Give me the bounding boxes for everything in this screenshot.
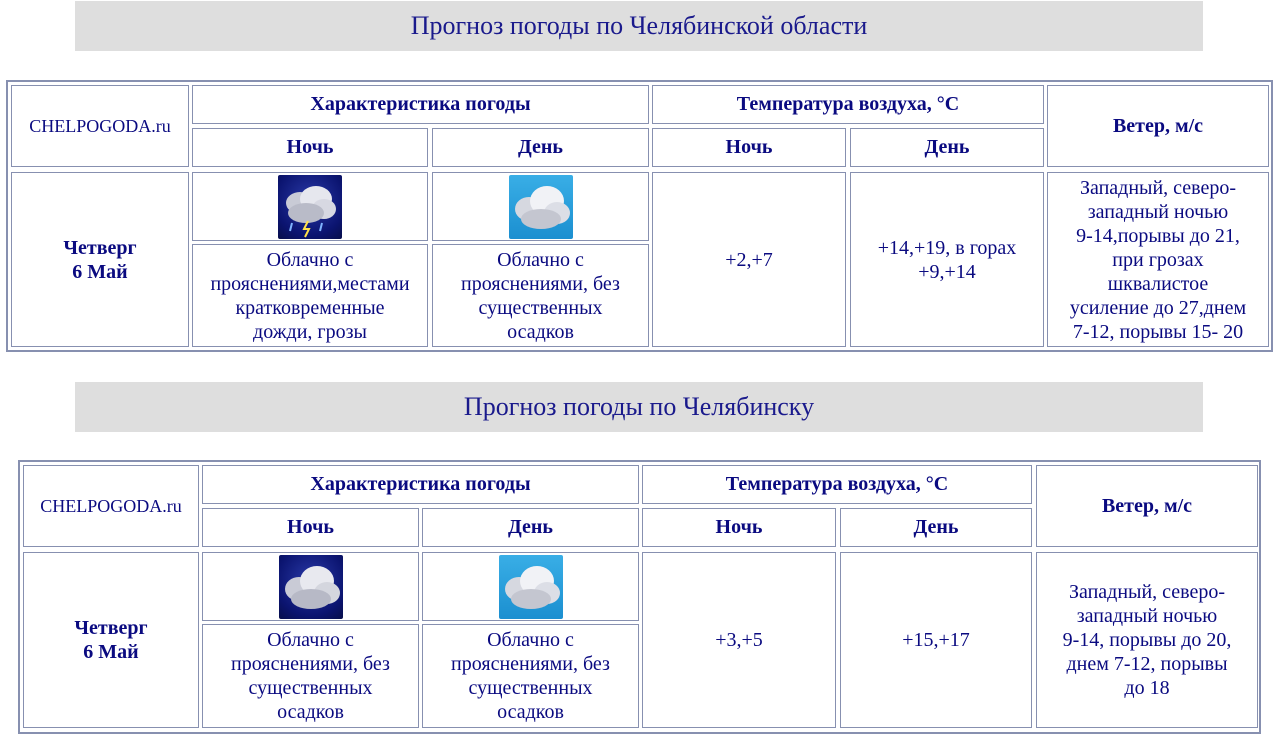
cloud-icon [509,175,573,239]
date: 6 Май [72,260,128,283]
day-description: Облачно с прояснениями, без существенных осадков [422,624,639,728]
date-cell [23,552,199,728]
city-forecast-title: Прогноз погоды по Челябинску [75,382,1203,432]
temp-night-header: Ночь [652,128,846,167]
weather-header: Характеристика погоды [192,85,649,124]
weather-header: Характеристика погоды [202,465,639,504]
cloud-icon [499,555,563,619]
city-forecast-table [18,460,1261,734]
night-temperature: +2,+7 [652,172,846,347]
night-temperature: +3,+5 [642,552,836,728]
day-icon-cell [422,552,639,621]
wind-header: Ветер, м/с [1047,85,1269,167]
weather-day-header: День [432,128,649,167]
temp-night-header: Ночь [642,508,836,547]
night-icon-cell [192,172,428,241]
date-cell [11,172,189,347]
night-description: Облачно с прояснениями,местами кратковременные дожди, грозы [192,244,428,347]
day-description: Облачно с прояснениями, без существенных осадков [432,244,649,347]
night-icon-cell [202,552,419,621]
temp-day-header: День [840,508,1032,547]
temperature-header: Температура воздуха, °C [652,85,1044,124]
temperature-header: Температура воздуха, °C [642,465,1032,504]
wind-description: Западный, северо- западный ночью 9-14, порывы до 20, днем 7-12, порывы до 18 [1036,552,1258,728]
cloud-icon [279,555,343,619]
night-description: Облачно с прояснениями, без существенных осадков [202,624,419,728]
day-temperature: +15,+17 [840,552,1032,728]
brand-cell: CHELPOGODA.ru [11,85,189,167]
day-icon-cell [432,172,649,241]
weekday: Четверг [63,236,137,259]
cloud-rain-lightning-icon [278,175,342,239]
region-forecast-title: Прогноз погоды по Челябинской области [75,1,1203,51]
region-forecast-table [6,80,1273,352]
weekday: Четверг [74,617,148,639]
brand-cell: CHELPOGODA.ru [23,465,199,547]
temp-day-header: День [850,128,1044,167]
wind-description: Западный, северо- западный ночью 9-14,порывы до 21, при грозах шквалистое усиление до 27,днем 7-12, порывы 15- 20 [1047,172,1269,347]
weather-night-header: Ночь [192,128,428,167]
day-temperature: +14,+19, в горах +9,+14 [850,172,1044,347]
wind-header: Ветер, м/с [1036,465,1258,547]
weather-day-header: День [422,508,639,547]
weather-night-header: Ночь [202,508,419,547]
date: 6 Май [83,641,139,663]
